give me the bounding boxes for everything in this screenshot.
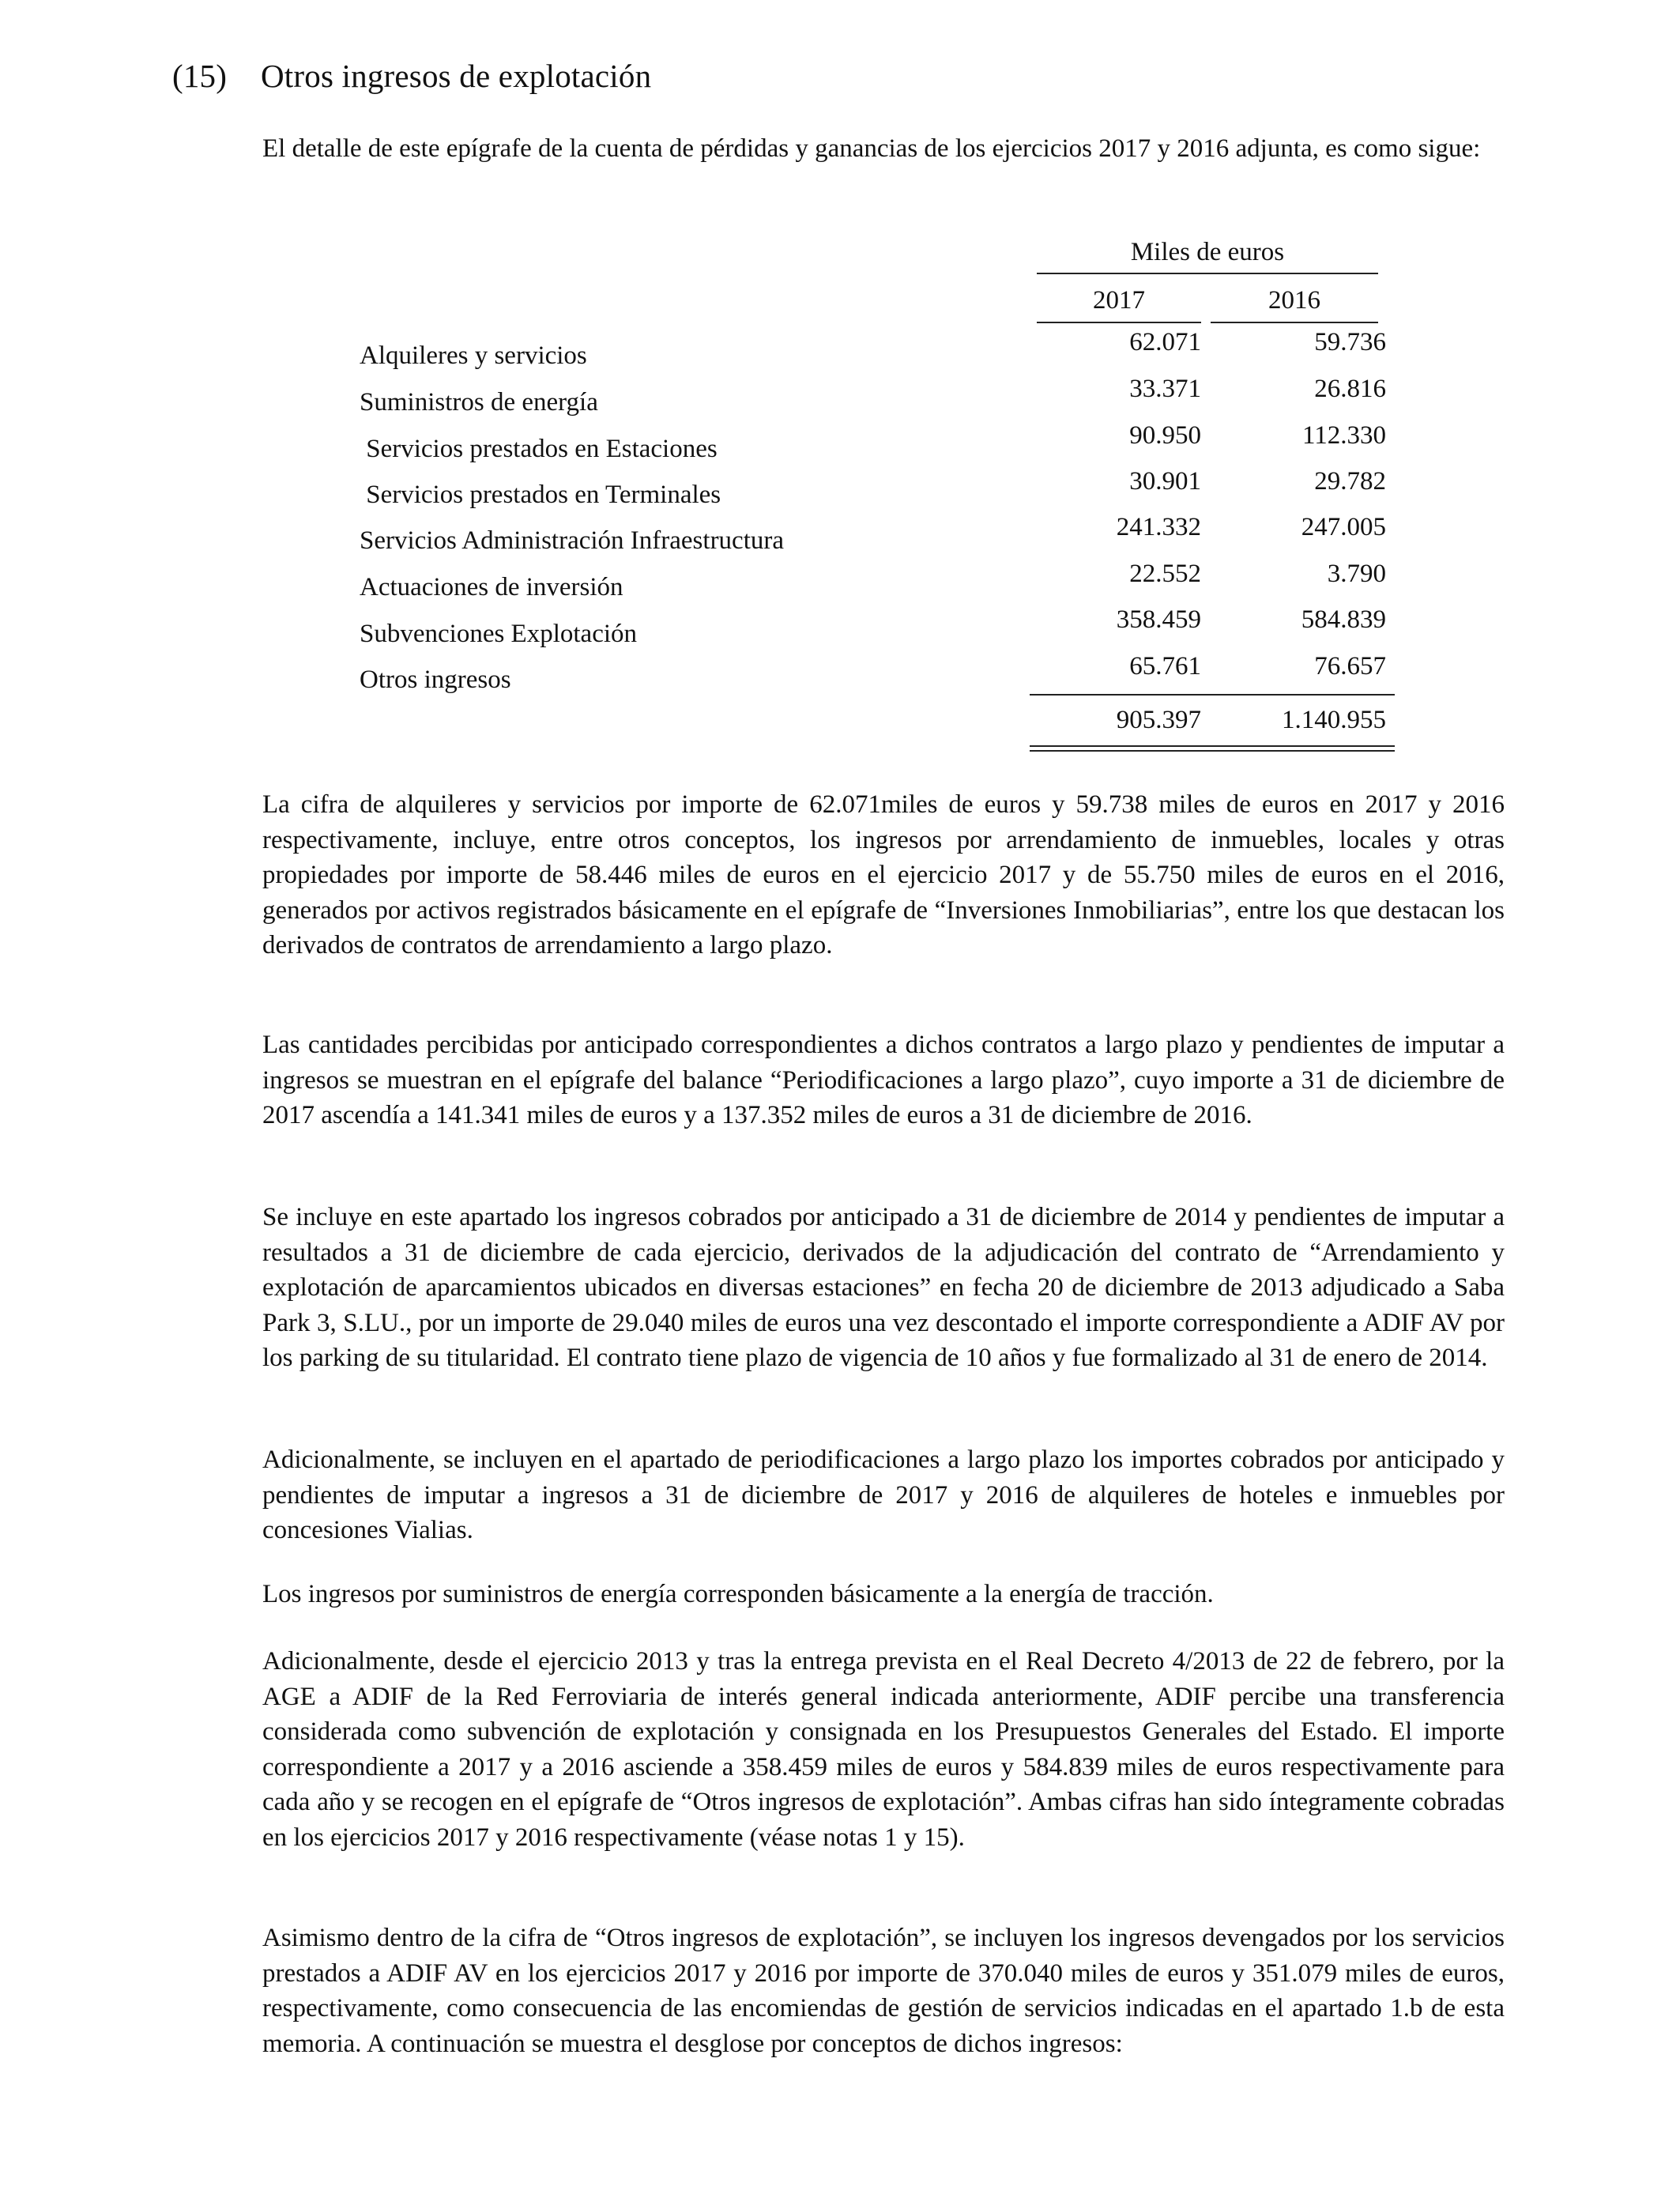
- row-value-2017: 62.071: [1129, 328, 1201, 356]
- year-header-2017: 2017: [1093, 286, 1145, 315]
- row-label: Servicios prestados en Terminales: [360, 481, 721, 509]
- year-rule-2016: [1211, 322, 1378, 323]
- row-value-2017: 33.371: [1129, 375, 1201, 403]
- total-double-rule: [1030, 745, 1395, 752]
- paragraph-anticipos: Las cantidades percibidas por anticipado correspondientes a dichos contratos a largo plazo y pendientes de imputar a ingresos se muestran en el epígrafe del balance “Periodificaciones a largo plazo”, cuyo importe a 31 de diciembre de 2017 ascendía a 141.341 miles de euros y a 137.352 miles de euros a 31 de diciembre de 2016.: [262, 1031, 1505, 1129]
- row-value-2016: 26.816: [1314, 375, 1386, 403]
- units-rule: [1037, 273, 1378, 274]
- row-value-2017: 65.761: [1129, 652, 1201, 680]
- row-value-2017: 241.332: [1116, 513, 1201, 541]
- total-value-2017: 905.397: [1116, 706, 1201, 734]
- row-value-2016: 584.839: [1301, 605, 1386, 634]
- row-value-2017: 22.552: [1129, 560, 1201, 588]
- row-label: Actuaciones de inversión: [360, 573, 623, 601]
- row-value-2017: 358.459: [1116, 605, 1201, 634]
- row-value-2016: 59.736: [1314, 328, 1386, 356]
- row-value-2017: 30.901: [1129, 467, 1201, 496]
- total-value-2016: 1.140.955: [1282, 706, 1386, 734]
- paragraph-periodificaciones: Adicionalmente, se incluyen en el apartado de periodificaciones a largo plazo los importes cobrados por anticipado y pendientes de imputar a ingresos a 31 de diciembre de 2017 y 2016 de alquileres de hoteles e inmuebles por concesiones Vialias.: [262, 1446, 1505, 1544]
- row-value-2017: 90.950: [1129, 421, 1201, 450]
- row-label: Suministros de energía: [360, 388, 598, 417]
- row-label: Subvenciones Explotación: [360, 620, 638, 648]
- paragraph-encomiendas: Asimismo dentro de la cifra de “Otros ingresos de explotación”, se incluyen los ingresos devengados por los servicios prestados a ADIF AV en los ejercicios 2017 y 2016 por importe de 370.040 miles de euros y 351.079 miles de euros, respectivamente, como consecuencia de las encomiendas de gestión de servicios indicadas en el apartado 1.b de esta memoria. A continuación se muestra el desglose por conceptos de dichos ingresos:: [262, 1924, 1505, 2058]
- row-value-2016: 29.782: [1314, 467, 1386, 496]
- table-units-header: Miles de euros: [1130, 238, 1285, 266]
- section-heading: [172, 57, 651, 95]
- section-number: (15): [172, 58, 228, 94]
- intro-paragraph: El detalle de este epígrafe de la cuenta de pérdidas y ganancias de los ejercicios 2017 y 2016 adjunta, es como sigue:: [262, 134, 1481, 163]
- year-rule-2017: [1037, 322, 1201, 323]
- row-value-2016: 76.657: [1314, 652, 1386, 680]
- row-label: Servicios prestados en Estaciones: [360, 435, 718, 463]
- subtotal-rule: [1030, 694, 1395, 696]
- section-title: Otros ingresos de explotación: [261, 58, 652, 94]
- paragraph-aparcamientos: Se incluye en este apartado los ingresos cobrados por anticipado a 31 de diciembre de 2014 y pendientes de imputar a resultados a 31 de diciembre de cada ejercicio, derivados de la adjudicación del contrato de “Arrendamiento y explotación de aparcamientos ubicados en diversas estaciones” en fecha 20 de diciembre de 2013 adjudicado a Saba Park 3, S.LU., por un importe de 29.040 miles de euros una vez descontado el importe correspondiente a ADIF AV por los parking de su titularidad. El contrato tiene plazo de vigencia de 10 años y fue formalizado al 31 de enero de 2014.: [262, 1203, 1505, 1372]
- paragraph-alquileres: La cifra de alquileres y servicios por importe de 62.071miles de euros y 59.738 miles de euros en 2017 y 2016 respectivamente, incluye, entre otros conceptos, los ingresos por arrendamiento de inmuebles, locales y otras propiedades por importe de 58.446 miles de euros en el ejercicio 2017 y de 55.750 miles de euros en el 2016, generados por activos registrados básicamente en el epígrafe de “Inversiones Inmobiliarias”, entre los que destacan los derivados de contratos de arrendamiento a largo plazo.: [262, 790, 1505, 959]
- row-label: Alquileres y servicios: [360, 341, 587, 370]
- row-value-2016: 3.790: [1327, 560, 1386, 588]
- paragraph-energia: Los ingresos por suministros de energía corresponden básicamente a la energía de tracción.: [262, 1580, 1214, 1608]
- year-header-2016: 2016: [1268, 286, 1320, 315]
- row-value-2016: 247.005: [1301, 513, 1386, 541]
- row-value-2016: 112.330: [1301, 421, 1386, 450]
- row-label: Otros ingresos: [360, 665, 511, 694]
- row-label: Servicios Administración Infraestructura: [360, 526, 785, 555]
- paragraph-subvencion: Adicionalmente, desde el ejercicio 2013 y tras la entrega prevista en el Real Decreto 4/2013 de 22 de febrero, por la AGE a ADIF de la Red Ferroviaria de interés general indicada anteriormente, ADIF percibe una transferencia considerada como subvención de explotación y consignada en los Presupuestos Generales del Estado. El importe correspondiente a 2017 y a 2016 asciende a 358.459 miles de euros y 584.839 miles de euros respectivamente para cada año y se recogen en el epígrafe de “Otros ingresos de explotación”. Ambas cifras han sido íntegramente cobradas en los ejercicios 2017 y 2016 respectivamente (véase notas 1 y 15).: [262, 1647, 1505, 1852]
